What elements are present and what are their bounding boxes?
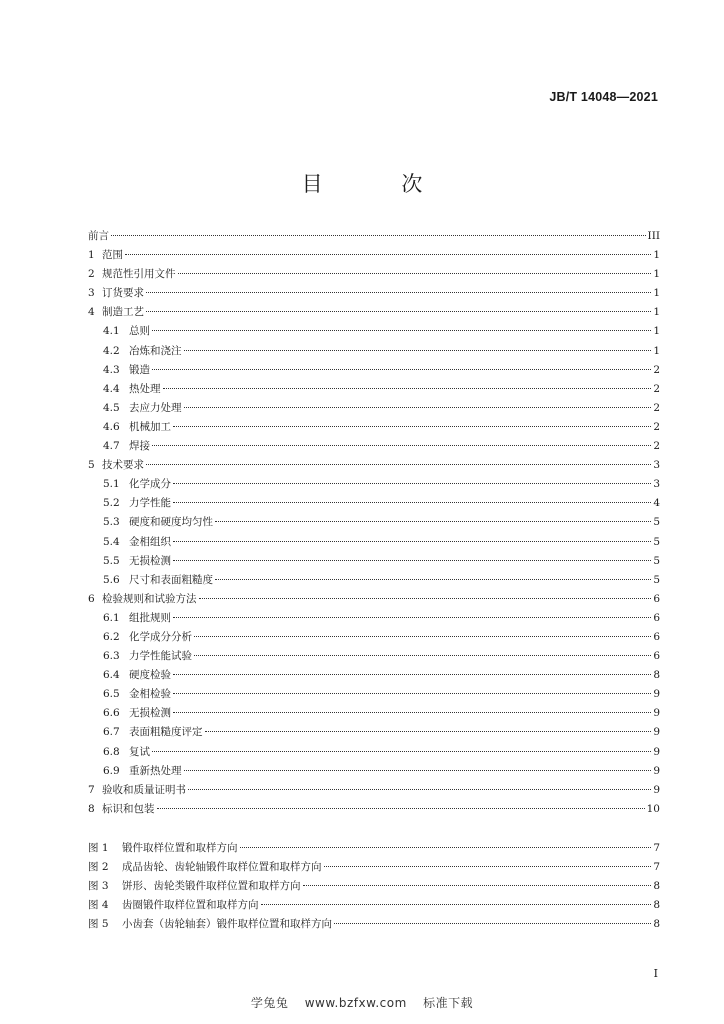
toc-entry-number: 4.7 bbox=[103, 440, 120, 453]
dot-leader bbox=[240, 847, 652, 848]
toc-entry-title: 焊接 bbox=[129, 440, 150, 453]
toc-entry-title: 检验规则和试验方法 bbox=[102, 592, 197, 605]
toc-entry[interactable] bbox=[88, 743, 660, 762]
toc-entry-title: 冶炼和浇注 bbox=[129, 344, 182, 357]
figure-title: 成品齿轮、齿轮轴锻件取样位置和取样方向 bbox=[122, 861, 322, 873]
page-number: 2 bbox=[653, 382, 660, 395]
toc-entry-number: 6.6 bbox=[103, 707, 120, 720]
page-number: 9 bbox=[653, 783, 660, 796]
page-number: III bbox=[647, 230, 660, 242]
watermark-site-name: 学兔兔 bbox=[250, 996, 289, 1010]
page-number: 6 bbox=[653, 592, 660, 605]
page-number: 1 bbox=[653, 344, 660, 357]
figure-number: 图 4 bbox=[88, 899, 109, 912]
figure-entry[interactable] bbox=[88, 839, 660, 858]
toc-entry-title: 制造工艺 bbox=[102, 306, 144, 319]
toc-entry-number: 4.1 bbox=[103, 325, 120, 338]
toc-entry-title: 硬度和硬度均匀性 bbox=[129, 516, 213, 529]
dot-leader bbox=[173, 483, 651, 484]
page-number: 7 bbox=[653, 841, 660, 854]
figure-entry[interactable] bbox=[88, 896, 660, 915]
toc-entry-number: 4.4 bbox=[103, 382, 120, 395]
page-number: 9 bbox=[653, 745, 660, 758]
toc-entry-title: 力学性能试验 bbox=[129, 650, 192, 663]
page-number: 1 bbox=[653, 306, 660, 319]
dot-leader bbox=[173, 541, 651, 542]
toc-entry-number: 5.6 bbox=[103, 573, 120, 586]
toc-entry[interactable] bbox=[88, 246, 660, 265]
toc-entry-number: 6.3 bbox=[103, 650, 120, 663]
dot-leader bbox=[178, 273, 652, 274]
toc-entry-number: 7 bbox=[88, 783, 95, 796]
toc-entry-title: 化学成分 bbox=[129, 478, 171, 491]
toc-entry-title: 尺寸和表面粗糙度 bbox=[129, 573, 213, 586]
toc-entry[interactable] bbox=[88, 284, 660, 303]
toc-entry[interactable] bbox=[88, 762, 660, 781]
toc-entry[interactable] bbox=[88, 322, 660, 341]
dot-leader bbox=[157, 808, 645, 809]
toc-entry[interactable] bbox=[88, 685, 660, 704]
toc-entry[interactable] bbox=[88, 265, 660, 284]
page-number: 6 bbox=[653, 630, 660, 643]
dot-leader bbox=[205, 731, 652, 732]
dot-leader bbox=[261, 904, 652, 905]
toc-entry[interactable] bbox=[88, 781, 660, 800]
page-number: 1 bbox=[653, 268, 660, 281]
page-number: 4 bbox=[653, 497, 660, 510]
toc-entry[interactable] bbox=[88, 380, 660, 399]
toc-entry-title: 技术要求 bbox=[102, 459, 144, 472]
page-number: 10 bbox=[646, 802, 660, 815]
watermark-url[interactable]: www.bzfxw.com bbox=[304, 996, 407, 1010]
page-number: 8 bbox=[653, 899, 660, 912]
toc-entry-title: 无损检测 bbox=[129, 554, 171, 567]
dot-leader bbox=[173, 560, 651, 561]
toc-entry[interactable] bbox=[88, 342, 660, 361]
figure-title: 齿圈锻件取样位置和取样方向 bbox=[122, 899, 259, 912]
toc-entry[interactable] bbox=[88, 418, 660, 437]
dot-leader bbox=[146, 311, 651, 312]
page-number: 6 bbox=[653, 650, 660, 663]
toc-entry-number: 前言 bbox=[88, 230, 109, 242]
toc-entry-number: 1 bbox=[88, 249, 95, 262]
dot-leader bbox=[188, 789, 651, 790]
toc-entry-title: 订货要求 bbox=[102, 287, 144, 300]
dot-leader bbox=[334, 923, 651, 924]
page-number: 9 bbox=[653, 726, 660, 739]
toc-entry[interactable] bbox=[88, 571, 660, 590]
toc-entry-number: 4 bbox=[88, 306, 95, 319]
page-number: 8 bbox=[653, 669, 660, 682]
figure-entry[interactable] bbox=[88, 915, 660, 934]
dot-leader bbox=[125, 254, 651, 255]
toc-entry[interactable] bbox=[88, 399, 660, 418]
toc-entry-number: 6.1 bbox=[103, 611, 120, 624]
toc-entry-title: 组批规则 bbox=[129, 611, 171, 624]
toc-entry-number: 8 bbox=[88, 802, 95, 815]
toc-entry-number: 3 bbox=[88, 287, 95, 300]
toc-entry-title: 总则 bbox=[129, 325, 150, 338]
page-number: 8 bbox=[653, 880, 660, 893]
toc-entry-title: 热处理 bbox=[129, 382, 161, 395]
dot-leader bbox=[152, 330, 651, 331]
page-number: 5 bbox=[653, 573, 660, 586]
toc-entry-number: 4.6 bbox=[103, 420, 120, 433]
toc-entry-title: 表面粗糙度评定 bbox=[129, 726, 203, 739]
figure-number: 图 3 bbox=[88, 880, 109, 893]
toc-entry-number: 5.4 bbox=[103, 535, 120, 548]
toc-entry[interactable] bbox=[88, 227, 660, 246]
dot-leader bbox=[152, 369, 651, 370]
toc-entry-title: 锻造 bbox=[129, 363, 150, 376]
page-number: 7 bbox=[653, 861, 660, 873]
toc-entry-number: 6.7 bbox=[103, 726, 120, 739]
toc-entry-number: 6 bbox=[88, 592, 95, 605]
toc-entry-number: 6.5 bbox=[103, 688, 120, 701]
toc-entry[interactable] bbox=[88, 494, 660, 513]
figure-number: 图 1 bbox=[88, 841, 109, 854]
dot-leader bbox=[184, 770, 652, 771]
figure-entry[interactable] bbox=[88, 858, 660, 877]
toc-entry-title: 重新热处理 bbox=[129, 764, 182, 777]
page-number: 1 bbox=[653, 325, 660, 338]
figure-entry[interactable] bbox=[88, 877, 660, 896]
dot-leader bbox=[215, 579, 651, 580]
figure-title: 锻件取样位置和取样方向 bbox=[122, 841, 238, 854]
toc-entry[interactable] bbox=[88, 437, 660, 456]
watermark-slogan: 标准下载 bbox=[423, 996, 474, 1010]
toc-entry-number: 5.5 bbox=[103, 554, 120, 567]
toc-title: 目 次 bbox=[301, 172, 459, 196]
toc-entry-number: 4.2 bbox=[103, 344, 120, 357]
toc-entry-title: 去应力处理 bbox=[129, 401, 182, 414]
dot-leader bbox=[163, 388, 652, 389]
page-number: 9 bbox=[653, 764, 660, 777]
dot-leader bbox=[146, 292, 651, 293]
page-number: 2 bbox=[653, 440, 660, 453]
toc-entry-number: 4.3 bbox=[103, 363, 120, 376]
toc-entry-title: 力学性能 bbox=[129, 497, 171, 510]
dot-leader bbox=[303, 885, 652, 886]
dot-leader bbox=[199, 598, 652, 599]
dot-leader bbox=[173, 712, 651, 713]
page-number: 3 bbox=[653, 459, 660, 472]
toc-entry[interactable] bbox=[88, 628, 660, 647]
dot-leader bbox=[173, 674, 651, 675]
page-number: 5 bbox=[653, 554, 660, 567]
dot-leader bbox=[173, 502, 651, 503]
toc-entry[interactable] bbox=[88, 647, 660, 666]
page-number: 2 bbox=[653, 363, 660, 376]
toc-entry-number: 6.8 bbox=[103, 745, 120, 758]
page-folio: I bbox=[653, 967, 658, 980]
table-of-contents bbox=[88, 227, 660, 934]
toc-entry[interactable] bbox=[88, 513, 660, 532]
dot-leader bbox=[173, 617, 651, 618]
dot-leader bbox=[173, 426, 651, 427]
dot-leader bbox=[324, 866, 652, 867]
dot-leader bbox=[194, 636, 651, 637]
toc-entry-number: 5 bbox=[88, 459, 95, 472]
page-number: 1 bbox=[653, 249, 660, 262]
dot-leader bbox=[146, 464, 651, 465]
dot-leader bbox=[173, 693, 651, 694]
dot-leader bbox=[152, 751, 651, 752]
toc-entry-title: 验收和质量证明书 bbox=[102, 783, 186, 796]
toc-entry-title: 无损检测 bbox=[129, 707, 171, 720]
toc-entry-number: 4.5 bbox=[103, 401, 120, 414]
toc-entry[interactable] bbox=[88, 361, 660, 380]
toc-entry-title: 复试 bbox=[129, 745, 150, 758]
toc-entry[interactable] bbox=[88, 475, 660, 494]
page-number: 5 bbox=[653, 516, 660, 529]
page-number: 9 bbox=[653, 707, 660, 720]
toc-entry[interactable] bbox=[88, 552, 660, 571]
toc-entry[interactable] bbox=[88, 590, 660, 609]
toc-entry[interactable] bbox=[88, 666, 660, 685]
toc-entry[interactable] bbox=[88, 609, 660, 628]
toc-entry-number: 5.2 bbox=[103, 497, 120, 510]
page-number: 6 bbox=[653, 611, 660, 624]
page-number: 9 bbox=[653, 688, 660, 701]
figure-title: 小齿套（齿轮轴套）锻件取样位置和取样方向 bbox=[122, 918, 332, 931]
page-number: 3 bbox=[653, 478, 660, 491]
toc-entry-title: 范围 bbox=[102, 249, 123, 262]
toc-entry[interactable] bbox=[88, 723, 660, 742]
toc-entry-number: 6.4 bbox=[103, 669, 120, 682]
dot-leader bbox=[152, 445, 651, 446]
toc-entry-title: 标识和包装 bbox=[102, 802, 155, 815]
dot-leader bbox=[184, 350, 652, 351]
dot-leader bbox=[184, 407, 652, 408]
toc-entry[interactable] bbox=[88, 704, 660, 723]
toc-entry-title: 规范性引用文件 bbox=[102, 268, 176, 281]
page-number: 1 bbox=[653, 287, 660, 300]
toc-entry[interactable] bbox=[88, 533, 660, 552]
toc-entry-number: 2 bbox=[88, 268, 95, 281]
dot-leader bbox=[215, 521, 651, 522]
toc-entry-number: 6.9 bbox=[103, 764, 120, 777]
figure-number: 图 5 bbox=[88, 918, 109, 931]
figure-number: 图 2 bbox=[88, 861, 109, 873]
toc-entry[interactable] bbox=[88, 303, 660, 322]
page-number: 2 bbox=[653, 401, 660, 414]
dot-leader bbox=[111, 235, 646, 236]
toc-entry-number: 6.2 bbox=[103, 630, 120, 643]
toc-entry[interactable] bbox=[88, 800, 660, 819]
toc-entry-number: 5.3 bbox=[103, 516, 120, 529]
toc-entry-number: 5.1 bbox=[103, 478, 120, 491]
figure-title: 饼形、齿轮类锻件取样位置和取样方向 bbox=[122, 880, 301, 893]
toc-entry[interactable] bbox=[88, 456, 660, 475]
page-number: 2 bbox=[653, 420, 660, 433]
page-number: 8 bbox=[653, 918, 660, 931]
standard-number: JB/T 14048—2021 bbox=[549, 90, 658, 104]
watermark bbox=[0, 994, 724, 1011]
toc-entry-title: 化学成分分析 bbox=[129, 630, 192, 643]
toc-entry-title: 硬度检验 bbox=[129, 669, 171, 682]
toc-entry-title: 金相检验 bbox=[129, 688, 171, 701]
dot-leader bbox=[194, 655, 651, 656]
toc-entry-title: 金相组织 bbox=[129, 535, 171, 548]
page-number: 5 bbox=[653, 535, 660, 548]
toc-entry-title: 机械加工 bbox=[129, 420, 171, 433]
